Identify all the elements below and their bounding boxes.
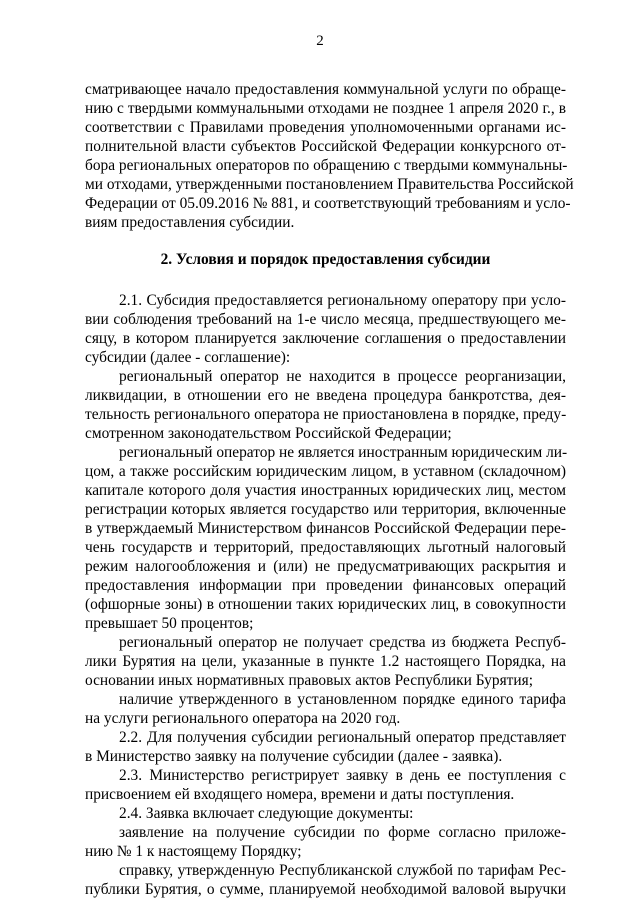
text-line: публики Бурятия, о сумме, планируемой необходимой валовой выручки xyxy=(85,881,566,898)
text-line: регистрации которых является государство или территория, включенные xyxy=(85,501,566,518)
text-line: сяцу, в котором планируется заключение соглашения о предоставлении xyxy=(85,330,566,347)
text-line: нию № 1 к настоящему Порядку; xyxy=(85,843,302,860)
text-line: на услуги регионального оператора на 2020 год. xyxy=(85,710,401,727)
section-heading: 2. Условия и порядок предоставления субсидии xyxy=(160,251,491,268)
text-line: ми отходами, утвержденными постановлением Правительства Российской xyxy=(85,176,574,193)
text-line: Федерации от 05.09.2016 № 881, и соответствующий требованиям и усло- xyxy=(85,195,571,212)
text-line: в Министерство заявку на получение субсидии (далее - заявка). xyxy=(85,748,503,765)
text-line: превышает 50 процентов; xyxy=(85,615,254,632)
text-line: 2.1. Субсидия предоставляется региональному оператору при усло- xyxy=(119,292,566,309)
text-line: чень государств и территорий, предоставляющих льготный налоговый xyxy=(85,539,566,556)
text-line: 2.2. Для получения субсидии региональный оператор представляет xyxy=(119,729,566,746)
text-line: региональный оператор не находится в процессе реорганизации, xyxy=(119,368,566,385)
text-line: смотренном законодательством Российской Федерации; xyxy=(85,425,452,442)
text-line: цом, а также российским юридическим лицом, в уставном (складочном) xyxy=(85,463,566,480)
text-line: капитале которого доля участия иностранных юридических лиц, местом xyxy=(85,482,566,499)
text-line: ликвидации, в отношении его не введена процедура банкротства, дея- xyxy=(85,387,566,404)
text-line: соответствии с Правилами проведения уполномоченными органами ис- xyxy=(85,119,566,136)
text-line: бора региональных операторов по обращению с твердыми коммунальны- xyxy=(85,157,568,174)
text-line: в утверждаемый Министерством финансов Российской Федерации пере- xyxy=(85,520,566,537)
text-line: нию с твердыми коммунальными отходами не позднее 1 апреля 2020 г., в xyxy=(85,100,566,117)
text-line: виям предоставления субсидии. xyxy=(85,214,295,231)
text-line: лики Бурятия на цели, указанные в пункте 1.2 настоящего Порядка, на xyxy=(85,653,566,670)
text-line: региональный оператор не получает средства из бюджета Респуб- xyxy=(119,634,566,651)
text-line: основании иных нормативных правовых актов Республики Бурятия; xyxy=(85,672,533,689)
text-line: режим налогообложения и (или) не предусматривающих раскрытия и xyxy=(85,558,566,575)
text-line: наличие утвержденного в установленном порядке единого тарифа xyxy=(119,691,566,708)
text-line: заявление на получение субсидии по форме согласно приложе- xyxy=(119,824,566,841)
text-line: полнительной власти субъектов Российской Федерации конкурсного от- xyxy=(85,138,566,155)
page-number: 2 xyxy=(316,33,324,49)
text-line: справку, утвержденную Республиканской службой по тарифам Рес- xyxy=(119,862,566,879)
text-line: субсидии (далее - соглашение): xyxy=(85,349,291,366)
text-line: присвоением ей входящего номера, времени и даты поступления. xyxy=(85,786,515,803)
text-line: 2.4. Заявка включает следующие документы: xyxy=(119,805,414,822)
text-line: 2.3. Министерство регистрирует заявку в день ее поступления с xyxy=(119,767,566,784)
text-line: (офшорные зоны) в отношении таких юридических лиц, в совокупности xyxy=(85,596,566,613)
text-line: региональный оператор не является иностранным юридическим ли- xyxy=(119,444,568,461)
text-line: предоставления информации при проведении финансовых операций xyxy=(85,577,566,594)
text-line: тельность регионального оператора не приостановлена в порядке, преду- xyxy=(85,406,567,423)
text-line: вии соблюдения требований на 1-е число месяца, предшествующего ме- xyxy=(85,311,566,328)
text-line: сматривающее начало предоставления коммунальной услуги по обраще- xyxy=(85,81,566,98)
